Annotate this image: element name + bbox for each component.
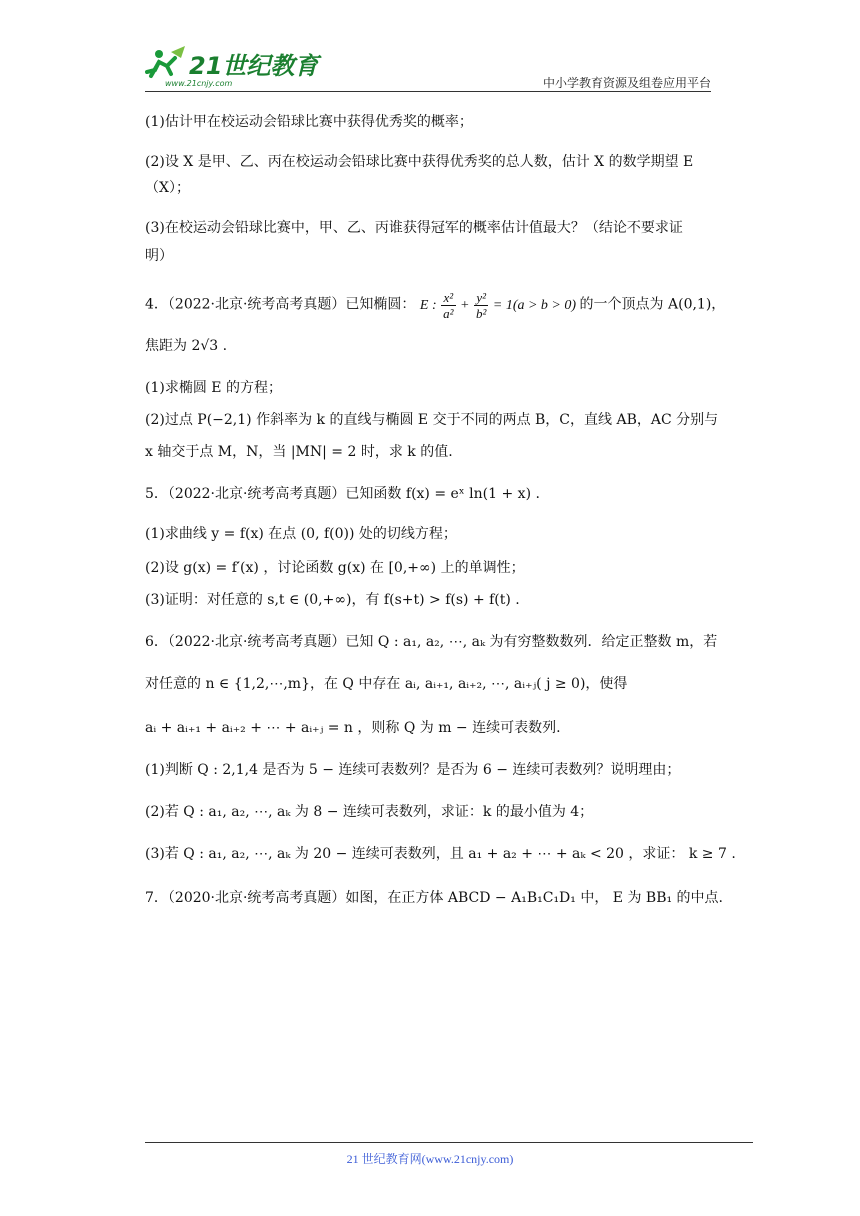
svg-text:21世纪教育: 21世纪教育 bbox=[189, 52, 319, 80]
line-6-3: (3)若 Q : a₁, a₂, ⋯, aₖ 为 20 − 连续可表数列，且 a₁ + a₂ + ⋯ + aₖ < 20 ，求证： k ≥ 7 . bbox=[145, 846, 736, 862]
problem-4-line bbox=[145, 290, 725, 321]
line-4-1: (1)求椭圆 E 的方程； bbox=[145, 380, 282, 396]
problem-4-intro: 4．（2022·北京·统考高考真题）已知椭圆： bbox=[145, 296, 416, 313]
line-5-2: (2)设 g(x) = f′(x) ，讨论函数 g(x) 在 [0,+∞) 上的单调性； bbox=[145, 560, 525, 576]
header-divider bbox=[145, 91, 711, 92]
line-2: (2)设 X 是甲、乙、丙在校运动会铅球比赛中获得优秀奖的总人数，估计 X 的数学期望 E bbox=[145, 154, 694, 170]
platform-name: 中小学教育资源及组卷应用平台 bbox=[542, 76, 711, 90]
ellipse-equation: E : $\frac{\text{x²}}{\text{a²}}$ + $\frac{\text{y²}}{\text{b²}}$ = 1(a > b > 0) bbox=[419, 290, 577, 321]
problem-4-vertex: 的一个顶点为 A(0,1)， bbox=[579, 296, 726, 313]
line-5: 明） bbox=[145, 248, 173, 264]
problem-6-line: 6．（2022·北京·统考高考真题）已知 Q : a₁, a₂, ⋯, aₖ 为有穷整数数列．给定正整数 m，若 bbox=[145, 634, 718, 650]
problem-7-line: 7．（2020·北京·统考高考真题）如图，在正方体 ABCD − A₁B₁C₁D₁ 中， E 为 BB₁ 的中点. bbox=[145, 890, 724, 906]
page-header bbox=[145, 40, 711, 92]
line-6-2: (2)若 Q : a₁, a₂, ⋯, aₖ 为 8 − 连续可表数列，求证：k 的最小值为 4； bbox=[145, 804, 594, 820]
line-5-1: (1)求曲线 y = f(x) 在点 (0, f(0)) 处的切线方程； bbox=[145, 526, 457, 542]
line-1: (1)估计甲在校运动会铅球比赛中获得优秀奖的概率； bbox=[145, 114, 473, 130]
line-focal: 焦距为 2√3 . bbox=[145, 338, 228, 354]
logo-icon bbox=[145, 40, 345, 90]
line-4-2: (2)过点 P(−2,1) 作斜率为 k 的直线与椭圆 E 交于不同的两点 B，C，直线 AB，AC 分别与 bbox=[145, 412, 719, 428]
line-6-b: aᵢ + aᵢ₊₁ + aᵢ₊₂ + ⋯ + aᵢ₊ⱼ = n ，则称 Q 为 m − 连续可表数列. bbox=[145, 720, 561, 736]
line-3: （X）； bbox=[145, 180, 190, 196]
line-4-3: x 轴交于点 M，N，当 |MN| = 2 时，求 k 的值. bbox=[145, 444, 453, 460]
problem-5-line: 5．（2022·北京·统考高考真题）已知函数 f(x) = eˣ ln(1 + x) . bbox=[145, 486, 540, 502]
line-6-a: 对任意的 n ∈ {1,2,⋯,m}，在 Q 中存在 aᵢ, aᵢ₊₁, aᵢ₊₂, ⋯, aᵢ₊ⱼ( j ≥ 0)，使得 bbox=[145, 676, 628, 692]
line-4: (3)在校运动会铅球比赛中，甲、乙、丙谁获得冠军的概率估计值最大？（结论不要求证 bbox=[145, 220, 683, 236]
footer-text: 21 世纪教育网(www.21cnjy.com) bbox=[346, 1152, 514, 1166]
footer-divider bbox=[145, 1142, 753, 1143]
line-5-3: (3)证明：对任意的 s,t ∈ (0,+∞)，有 f(s+t) > f(s) + f(t) . bbox=[145, 592, 520, 608]
line-6-1: (1)判断 Q : 2,1,4 是否为 5 − 连续可表数列？是否为 6 − 连续可表数列？说明理由； bbox=[145, 762, 681, 778]
svg-text:www.21cnjy.com: www.21cnjy.com bbox=[165, 79, 233, 88]
